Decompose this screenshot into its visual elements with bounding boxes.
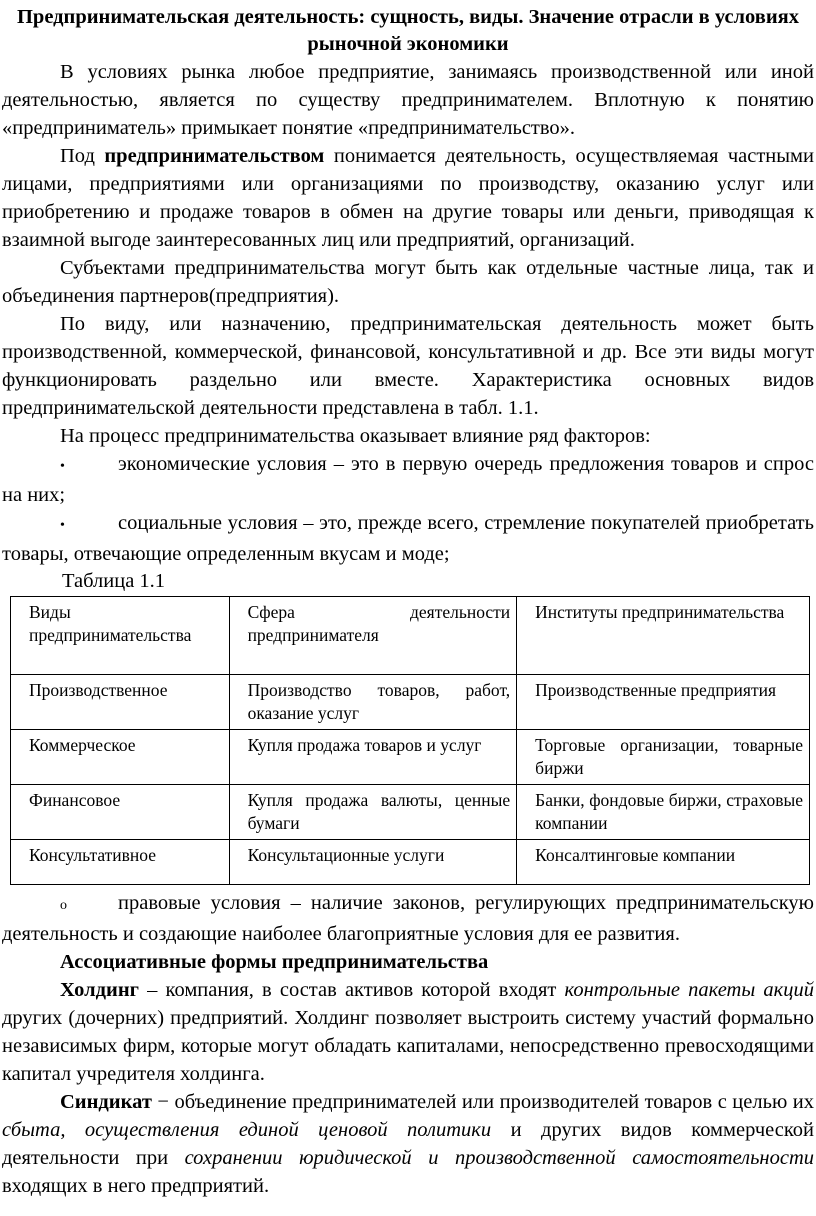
paragraph-holding xyxy=(2,976,814,1088)
paragraph-subjects: Субъектами предпринимательства могут быть как отдельные частные лица, так и объединения партнеров(предприятия). xyxy=(2,257,814,307)
table-row xyxy=(11,840,810,885)
paragraph-syndicate xyxy=(2,1088,814,1200)
document-title: Предпринимательская деятельность: сущность, виды. Значение отрасли в условиях рыночной экономики xyxy=(16,6,800,55)
section-title: Ассоциативные формы предпринимательства xyxy=(60,951,489,973)
list-item-text: социальные условия – это, прежде всего, стремление покупателей приобретать товары, отвечающие определенным вкусам и моде; xyxy=(2,512,814,565)
paragraph-intro: В условиях рынка любое предприятие, занимаясь производственной или иной деятельностью, является по существу предпринимателем. Вплотную к понятию «предприниматель» примыкает понятие «предпринимательство». xyxy=(2,61,814,139)
bullet-icon: • xyxy=(60,459,65,474)
syndicate-italic: сбыта, осуществления единой ценовой политики xyxy=(2,1119,492,1141)
table-header-cell: Сфера деятельности предпринимателя xyxy=(229,597,517,675)
table-cell: Производство товаров, работ, оказание услуг xyxy=(229,675,517,730)
syndicate-text: входящих в него предприятий. xyxy=(2,1175,270,1197)
table-row xyxy=(11,675,810,730)
paragraph-types: По виду, или назначению, предпринимательская деятельность может быть производственной, коммерческой, финансовой, консультативной и др. Все эти виды могут функционировать раздельно или вместе. Характеристика основных видов предпринимательской деятельности представлена в табл. 1.1. xyxy=(2,313,814,419)
table-row xyxy=(11,730,810,785)
list-item xyxy=(2,450,814,509)
table-cell: Коммерческое xyxy=(11,730,230,785)
list-item-text: экономические условия – это в первую очередь предложения товаров и спрос на них; xyxy=(2,453,814,506)
table-cell: Банки, фондовые биржи, страховые компании xyxy=(517,785,810,840)
definition-rest: понимается деятельность, осуществляемая частными лицами, предприятиями или организациями по производству, оказанию услуг или приобретению и продаже товаров в обмен на другие товары или деньги, приводящая к взаимной выгоде заинтересованных лиц или предприятий, организаций. xyxy=(2,145,814,251)
syndicate-term: Синдикат xyxy=(60,1091,152,1113)
table-header-cell: Виды предпринимательства xyxy=(11,597,230,675)
holding-text: других (дочерних) предприятий. Холдинг позволяет выстроить систему участий формально независимых фирм, которые могут обладать капиталами, непосредственно превосходящими капитал учредителя холдинга. xyxy=(2,1007,814,1085)
syndicate-text: и других видов коммерческой деятельности при xyxy=(2,1119,814,1169)
table-cell: Консультационные услуги xyxy=(229,840,517,885)
holding-text: – компания, в состав активов которой входят xyxy=(138,979,565,1001)
entrepreneurship-table xyxy=(10,596,810,885)
list-item-text: правовые условия – наличие законов, регулирующих предпринимательскую деятельность и создающие наиболее благоприятные условия для ее развития. xyxy=(2,892,814,945)
table-header-row xyxy=(11,597,810,675)
table-cell: Купля продажа товаров и услуг xyxy=(229,730,517,785)
table-header-cell: Институты предпринимательства xyxy=(517,597,810,675)
paragraph-factors: На процесс предпринимательства оказывает влияние ряд факторов: xyxy=(60,425,651,447)
syndicate-italic: сохранении юридической и производственной самостоятельности xyxy=(184,1147,814,1169)
table-cell: Консалтинговые компании xyxy=(517,840,810,885)
bullet-icon: • xyxy=(60,518,65,533)
definition-lead: Под xyxy=(60,145,105,167)
table-cell: Производственные предприятия xyxy=(517,675,810,730)
table-caption: Таблица 1.1 xyxy=(62,570,166,592)
table-cell: Производственное xyxy=(11,675,230,730)
list-item xyxy=(2,509,814,568)
paragraph-definition xyxy=(2,142,814,254)
holding-italic: контрольные пакеты акций xyxy=(564,979,814,1001)
syndicate-text: − объединение предпринимателей или производителей товаров с целью их xyxy=(151,1091,814,1113)
table-cell: Консультативное xyxy=(11,840,230,885)
holding-term: Холдинг xyxy=(60,979,139,1001)
list-item xyxy=(2,889,814,948)
table-cell: Купля продажа валюты, ценные бумаги xyxy=(229,785,517,840)
definition-term: предпринимательством xyxy=(104,145,325,167)
table-row xyxy=(11,785,810,840)
circle-bullet-icon: o xyxy=(60,898,67,913)
table-cell: Финансовое xyxy=(11,785,230,840)
table-cell: Торговые организации, товарные биржи xyxy=(517,730,810,785)
